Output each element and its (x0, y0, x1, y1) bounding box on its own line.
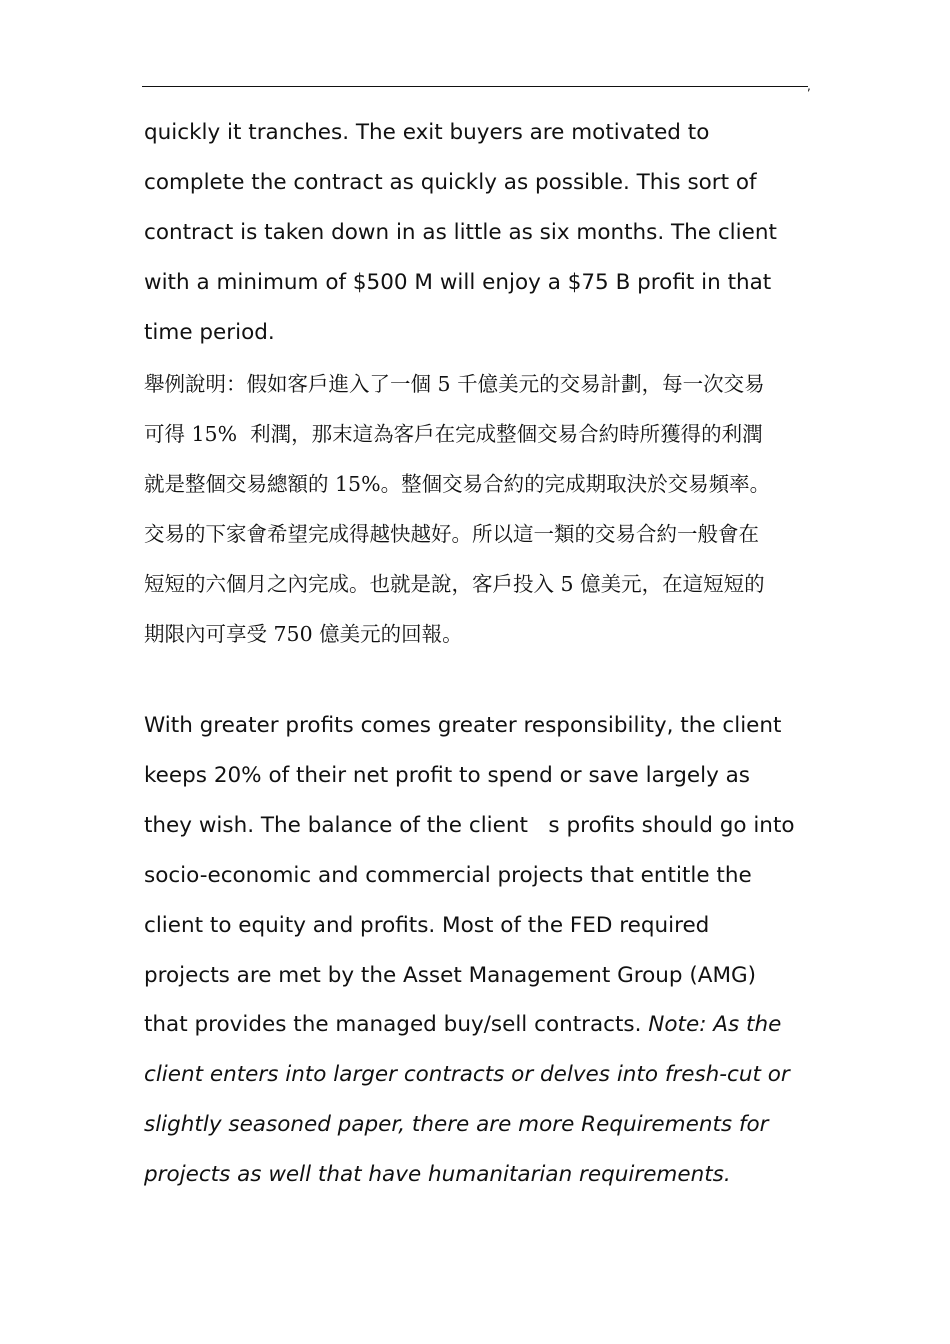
text-line: time period. (144, 320, 275, 345)
text-segment: that provides the managed buy/sell contracts. (144, 1012, 649, 1037)
text-line: With greater profits comes greater responsibility, the client (144, 713, 782, 738)
note-text: Note: As the (648, 1012, 782, 1037)
header-mark: , (807, 79, 811, 93)
text-line: 交易的下家會希望完成得越快越好。所以這一類的交易合約一般會在 (144, 522, 759, 546)
text-line: client to equity and profits. Most of the FED required (144, 913, 710, 938)
text-line: 舉例說明：假如客戶進入了一個 5 千億美元的交易計劃，每一次交易 (144, 372, 765, 396)
text-line: contract is taken down in as little as six months. The client (144, 220, 777, 245)
text-line: socio-economic and commercial projects that entitle the (144, 863, 752, 888)
text-line (144, 1010, 781, 1040)
header-rule (142, 86, 808, 87)
text-line: 可得 15% 利潤，那末這為客戶在完成整個交易合約時所獲得的利潤 (144, 422, 763, 446)
text-line: complete the contract as quickly as possible. This sort of (144, 170, 757, 195)
text-line: they wish. The balance of the client s profits should go into (144, 813, 795, 838)
text-line: quickly it tranches. The exit buyers are motivated to (144, 120, 710, 145)
text-line: projects are met by the Asset Management Group (AMG) (144, 963, 757, 988)
text-line: 短短的六個月之內完成。也就是說，客戶投入 5 億美元，在這短短的 (144, 572, 765, 596)
text-line: 就是整個交易總額的 15%。整個交易合約的完成期取決於交易頻率。 (144, 472, 771, 496)
text-line: with a minimum of $500 M will enjoy a $75 B profit in that (144, 270, 772, 295)
note-text: projects as well that have humanitarian requirements. (144, 1162, 731, 1187)
note-text: client enters into larger contracts or delves into fresh-cut or (144, 1062, 790, 1087)
text-line: keeps 20% of their net profit to spend or save largely as (144, 763, 751, 788)
note-text: slightly seasoned paper, there are more Requirements for (144, 1112, 769, 1137)
text-line: 期限內可享受 750 億美元的回報。 (144, 622, 463, 646)
